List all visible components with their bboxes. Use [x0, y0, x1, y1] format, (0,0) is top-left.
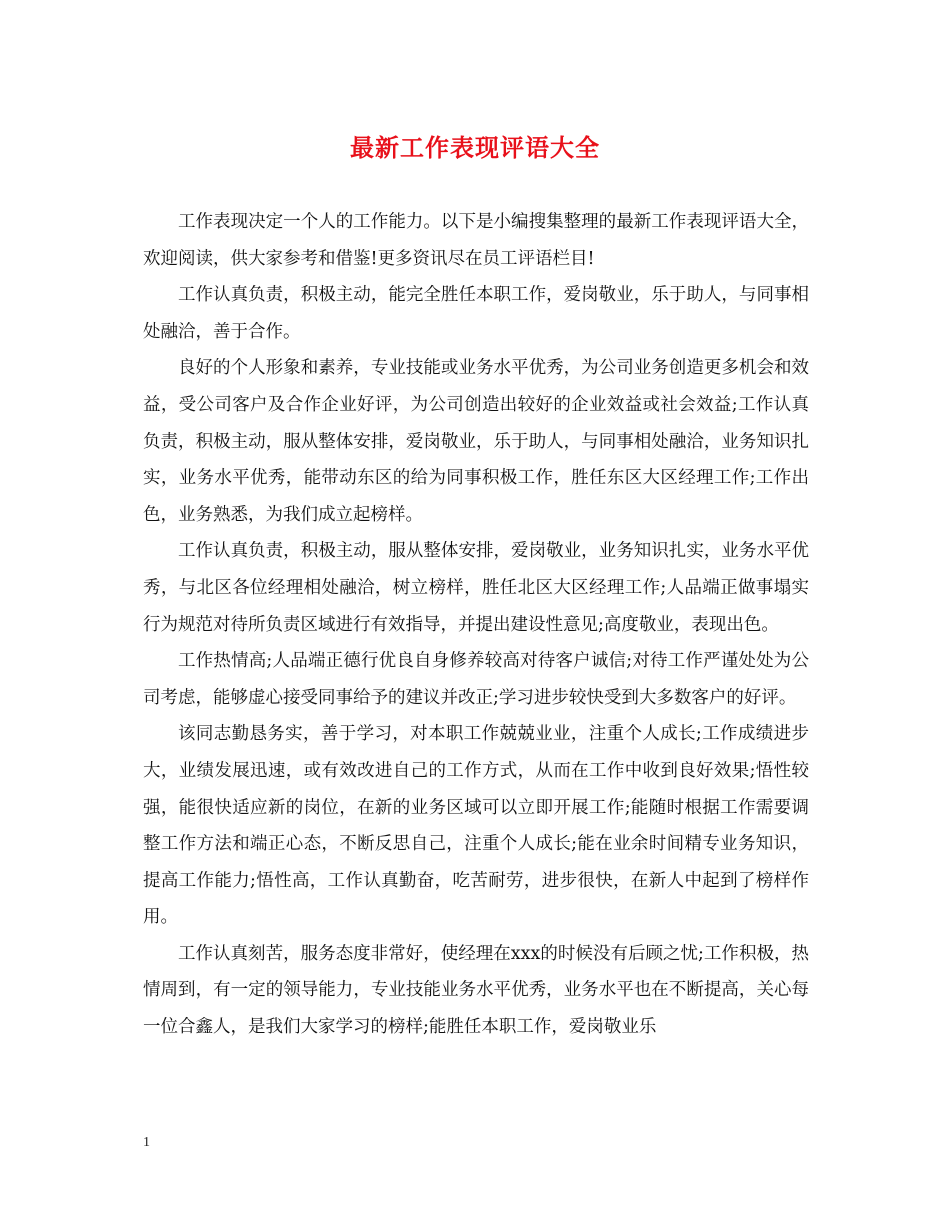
paragraph: 工作认真负责，积极主动，能完全胜任本职工作，爱岗敬业，乐于助人，与同事相处融洽，善于合作。: [143, 285, 809, 342]
paragraph: 工作认真刻苦，服务态度非常好，使经理在xxx的时候没有后顾之忧;工作积极，热情周到，有一定的领导能力，专业技能业务水平优秀，业务水平也在不断提高，关心每一位合鑫人，是我们大家学习的榜样;能胜任本职工作，爱岗敬业乐: [143, 943, 809, 1038]
paragraph: 良好的个人形象和素养，专业技能或业务水平优秀，为公司业务创造更多机会和效益，受公司客户及合作企业好评，为公司创造出较好的企业效益或社会效益;工作认真负责，积极主动，服从整体安排，爱岗敬业，乐于助人，与同事相处融洽，业务知识扎实，业务水平优秀，能带动东区的给为同事积极工作，胜任东区大区经理工作;工作出色，业务熟悉，为我们成立起榜样。: [143, 358, 809, 525]
page-number: 1: [143, 1135, 150, 1150]
paragraph: 该同志勤恳务实，善于学习，对本职工作兢兢业业，注重个人成长;工作成绩进步大，业绩发展迅速，或有效改进自己的工作方式，从而在工作中收到良好效果;悟性较强，能很快适应新的岗位，在新的业务区域可以立即开展工作;能随时根据工作需要调整工作方法和端正心态，不断反思自己，注重个人成长;能在业余时间精专业务知识，提高工作能力;悟性高，工作认真勤奋，吃苦耐劳，进步很快，在新人中起到了榜样作用。: [143, 724, 809, 928]
document-body: [143, 204, 809, 1046]
paragraph-intro: 工作表现决定一个人的工作能力。以下是小编搜集整理的最新工作表现评语大全，欢迎阅读，供大家参考和借鉴!更多资讯尽在员工评语栏目!: [143, 212, 809, 269]
paragraph: 工作认真负责，积极主动，服从整体安排，爱岗敬业，业务知识扎实，业务水平优秀，与北区各位经理相处融洽，树立榜样，胜任北区大区经理工作;人品端正做事塌实行为规范对待所负责区域进行有效指导，并提出建设性意见;高度敬业，表现出色。: [143, 541, 809, 635]
paragraph: 工作热情高;人品端正德行优良自身修养较高对待客户诚信;对待工作严谨处处为公司考虑，能够虚心接受同事给予的建议并改正;学习进步较快受到大多数客户的好评。: [143, 651, 809, 708]
document-title: 最新工作表现评语大全: [350, 133, 600, 162]
